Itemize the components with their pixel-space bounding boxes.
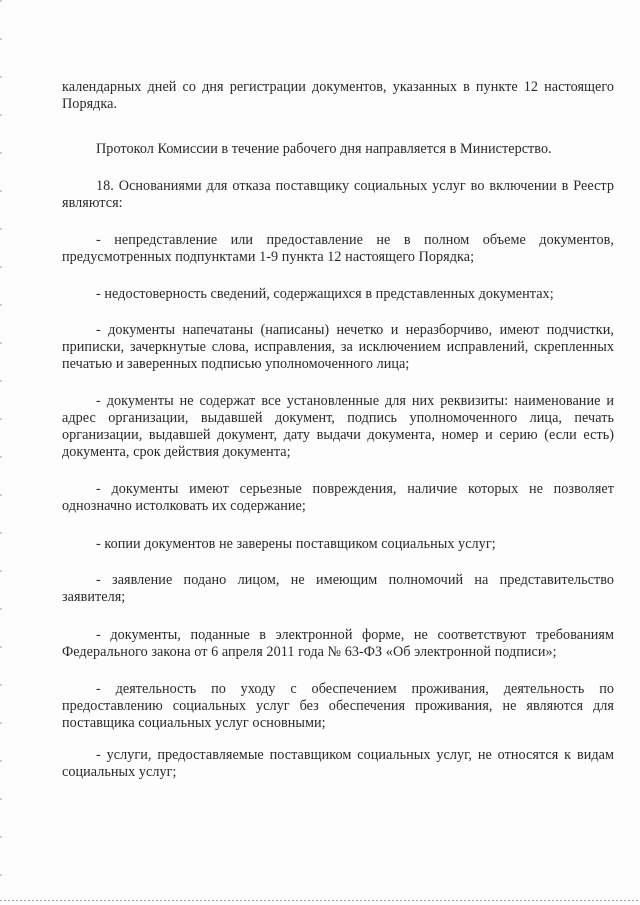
scan-edge-left — [0, 0, 2, 905]
list-item-uncertified-copies: - копии документов не заверены поставщиком социальных услуг; — [96, 536, 496, 552]
list-item-missing-requisites: - документы не содержат все установленные для них реквизиты: наименование и адрес организации, выдавшей документ, подпись уполномоченного лица, печать организации, выдавшей документ, дату выдачи документа, номер и серию (если есть) документа, срок действия документа; — [62, 393, 614, 460]
list-item-illegible-documents: - документы напечатаны (написаны) нечетко и неразборчиво, имеют подчистки, приписки, зачеркнутые слова, исправления, за исключением исправлений, скрепленных печатью и заверенных подписью уполномоченного лица; — [62, 322, 614, 372]
paragraph-continuation: календарных дней со дня регистрации документов, указанных в пункте 12 настоящего Порядка. — [62, 79, 614, 112]
list-item-electronic-signature: - документы, поданные в электронной форме, не соответствуют требованиям Федерального закона от 6 апреля 2011 года № 63-ФЗ «Об электронной подписи»; — [62, 627, 614, 660]
list-item-damaged-documents: - документы имеют серьезные повреждения, наличие которых не позволяет однозначно истолковать их содержание; — [62, 481, 614, 514]
paragraph-protocol: Протокол Комиссии в течение рабочего дня направляется в Министерство. — [96, 141, 552, 157]
list-item-service-types: - услуги, предоставляемые поставщиком социальных услуг, не относятся к видам социальных услуг; — [62, 747, 614, 780]
list-item-main-activity: - деятельность по уходу с обеспечением проживания, деятельность по предоставлению социальных услуг без обеспечения проживания, не являются для поставщика социальных услуг основными; — [62, 681, 614, 731]
list-item-incomplete-documents: - непредставление или предоставление не в полном объеме документов, предусмотренных подпунктами 1-9 пункта 12 настоящего Порядка; — [62, 232, 614, 265]
paragraph-clause-18: 18. Основаниями для отказа поставщику социальных услуг во включении в Реестр являются: — [62, 178, 614, 211]
list-item-no-authority: - заявление подано лицом, не имеющим полномочий на представительство заявителя; — [62, 572, 614, 605]
list-item-unreliable-info: - недостоверность сведений, содержащихся в представленных документах; — [96, 286, 554, 302]
scan-edge-bottom — [0, 900, 640, 901]
